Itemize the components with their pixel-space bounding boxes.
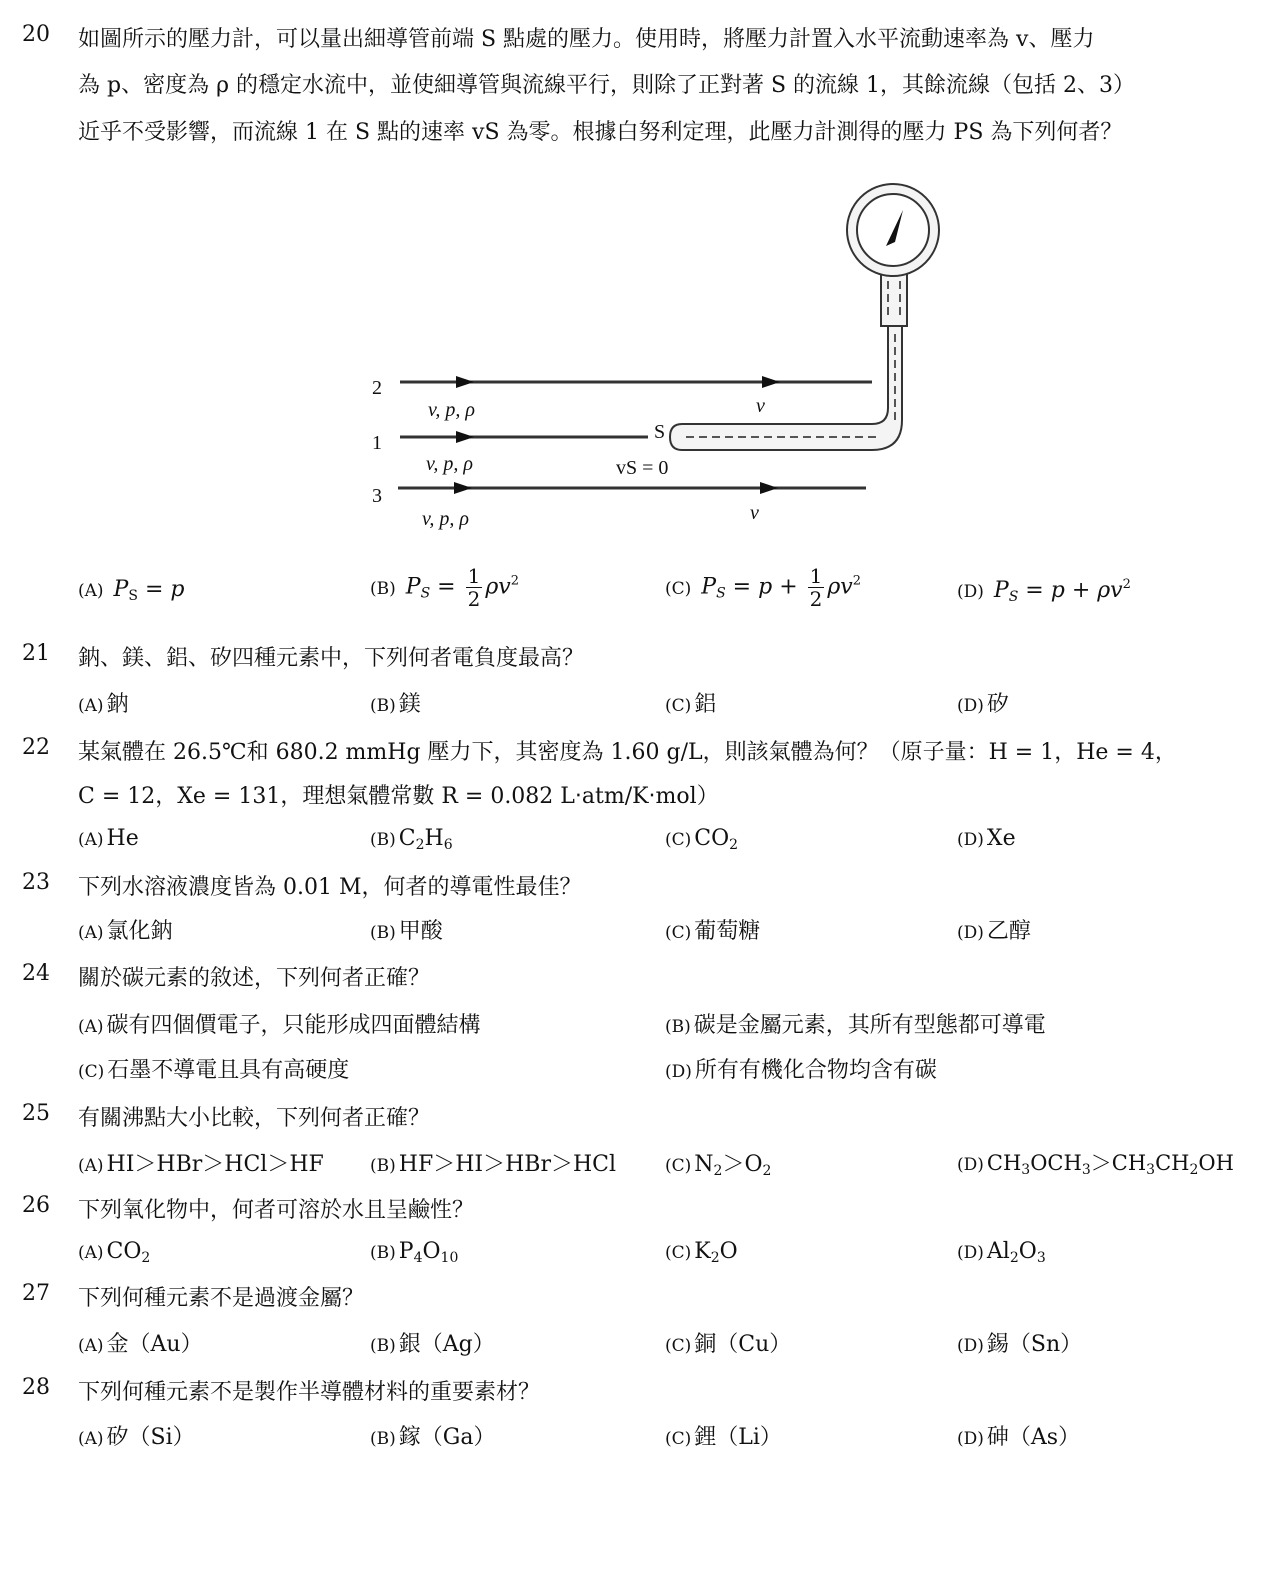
question-number: 22 — [22, 735, 50, 760]
question-text-line: 某氣體在 26.5℃和 680.2 mmHg 壓力下，其密度為 1.60 g/L，則該氣體為何？（原子量：H = 1，He = 4， — [78, 740, 1177, 765]
option-c[interactable]: (C) $K_2O$ — [665, 1239, 738, 1266]
question-number: 23 — [22, 870, 50, 895]
option-a[interactable]: (A) 矽（Si） — [78, 1425, 195, 1450]
option-c[interactable]: (C) $P_S = p$ + $\frac{1}{2}$ $\rho v^2$ — [665, 564, 862, 611]
question-text-line: 下列氧化物中，何者可溶於水且呈鹼性？ — [78, 1198, 475, 1223]
option-d[interactable]: (D) 乙醇 — [957, 919, 1031, 944]
option-c[interactable]: (C) $N_2>O_2$ — [665, 1152, 772, 1179]
vs-label: vS = 0 — [616, 457, 669, 479]
question-number: 28 — [22, 1375, 50, 1400]
question-text-line: 有關沸點大小比較，下列何者正確？ — [78, 1106, 431, 1131]
option-b[interactable]: (B) 鎂 — [370, 692, 421, 717]
streamline-2 — [400, 376, 872, 388]
option-b[interactable]: (B) $P_4O_{10}$ — [370, 1239, 459, 1266]
question-text-line: 下列何種元素不是製作半導體材料的重要素材？ — [78, 1380, 541, 1405]
option-d[interactable]: (D) $Al_2O_3$ — [957, 1239, 1046, 1266]
option-d[interactable]: (D) 砷（As） — [957, 1425, 1081, 1450]
question-text-line: 為 p、密度為 ρ 的穩定水流中，並使細導管與流線平行，則除了正對著 S 的流線 1，其餘流線（包括 2、3） — [78, 73, 1136, 98]
streamline-1 — [400, 431, 648, 443]
gauge-dial-icon — [847, 184, 939, 276]
option-d[interactable]: (D) 矽 — [957, 692, 1009, 717]
question-text-line: 關於碳元素的敘述，下列何者正確？ — [78, 966, 431, 991]
option-a[interactable]: (A) $CO_2$ — [78, 1239, 151, 1266]
streamline-3 — [398, 482, 866, 494]
option-c[interactable]: (C) 石墨不導電且具有高硬度 — [78, 1058, 350, 1083]
question-text-line: C = 12，Xe = 131，理想氣體常數 R = 0.082 L‧atm/K‧mol） — [78, 784, 719, 809]
option-b[interactable]: (B) 甲酸 — [370, 919, 443, 944]
option-d[interactable]: (D) $CH_3OCH_3>CH_3CH_2OH$ — [957, 1151, 1234, 1178]
question-number: 25 — [22, 1101, 50, 1126]
option-c[interactable]: (C) 銅（Cu） — [665, 1332, 792, 1357]
point-s-label: S — [654, 421, 666, 443]
flow-props-label: v, p, ρ — [426, 453, 473, 475]
option-d[interactable]: (D) 錫（Sn） — [957, 1332, 1083, 1357]
option-b[interactable]: (B) 鎵（Ga） — [370, 1425, 496, 1450]
streamline-label: 1 — [372, 432, 382, 454]
question-text-line: 鈉、鎂、鋁、矽四種元素中，下列何者電負度最高？ — [78, 646, 585, 671]
question-number: 26 — [22, 1193, 50, 1218]
option-a[interactable]: (A) He — [78, 826, 139, 851]
option-d[interactable]: (D) Xe — [957, 826, 1016, 851]
option-a[interactable]: (A) 碳有四個價電子，只能形成四面體結構 — [78, 1013, 481, 1038]
option-c[interactable]: (C) 鋰（Li） — [665, 1425, 782, 1450]
flow-props-label: v, p, ρ — [428, 399, 475, 421]
flow-props-label: v, p, ρ — [422, 508, 469, 530]
option-c[interactable]: (C) 葡萄糖 — [665, 919, 761, 944]
option-d[interactable]: (D) 所有有機化合物均含有碳 — [665, 1058, 937, 1083]
question-number: 27 — [22, 1281, 50, 1306]
option-a[interactable]: (A) $P_S = p$ — [78, 577, 185, 604]
option-c[interactable]: (C) 鋁 — [665, 692, 717, 717]
question-text-line: 下列何種元素不是過渡金屬？ — [78, 1286, 365, 1311]
option-b[interactable]: (B) $P_S$ = $\frac{1}{2}$ $\rho v^2$ — [370, 564, 519, 611]
streamline-label: 2 — [372, 377, 382, 399]
question-text-line: 下列水溶液濃度皆為 0.01 M，何者的導電性最佳？ — [78, 875, 582, 900]
option-a[interactable]: (A) 氯化鈉 — [78, 919, 173, 944]
option-a[interactable]: (A) HI＞HBr＞HCl＞HF — [78, 1152, 324, 1177]
question-number: 21 — [22, 641, 50, 666]
option-d[interactable]: (D) $P_S = p + \rho v^2$ — [957, 577, 1131, 605]
option-b[interactable]: (B) HF＞HI＞HBr＞HCl — [370, 1152, 617, 1177]
pressure-gauge-diagram — [0, 0, 1274, 560]
probe-tube — [670, 262, 907, 450]
velocity-label: v — [756, 395, 765, 417]
question-number: 24 — [22, 961, 50, 986]
option-b[interactable]: (B) $C_2H_6$ — [370, 826, 453, 853]
option-c[interactable]: (C) $CO_2$ — [665, 826, 739, 853]
option-a[interactable]: (A) 金（Au） — [78, 1332, 203, 1357]
question-number: 20 — [22, 22, 50, 47]
velocity-label: v — [750, 502, 759, 524]
option-b[interactable]: (B) 碳是金屬元素，其所有型態都可導電 — [665, 1013, 1046, 1038]
question-text-line: 近乎不受影響，而流線 1 在 S 點的速率 vS 為零。根據白努利定理，此壓力計測得的壓力 PS 為下列何者？ — [78, 120, 1123, 145]
option-b[interactable]: (B) 銀（Ag） — [370, 1332, 495, 1357]
option-a[interactable]: (A) 鈉 — [78, 692, 129, 717]
question-text-line: 如圖所示的壓力計，可以量出細導管前端 S 點處的壓力。使用時，將壓力計置入水平流動速率為 v、壓力 — [78, 27, 1095, 52]
streamline-label: 3 — [372, 485, 382, 507]
